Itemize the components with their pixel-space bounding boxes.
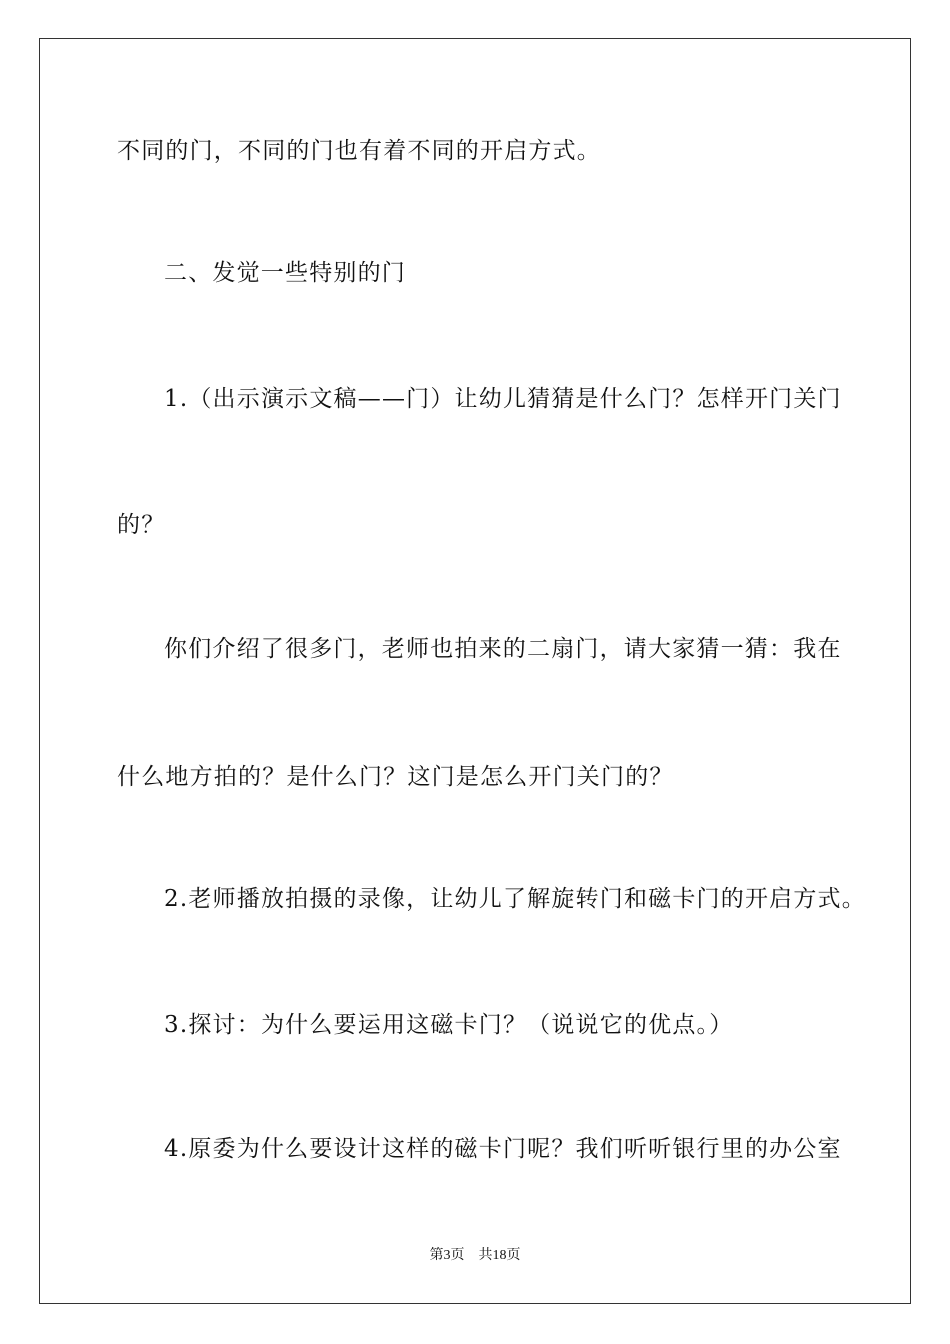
section-heading: 二、发觉一些特别的门 xyxy=(164,260,406,286)
paragraph-line: 的？ xyxy=(117,512,166,538)
page-number-footer: 第3页 共18页 xyxy=(429,1248,521,1263)
paragraph-line: 1.（出示演示文稿——门）让幼儿猜猜是什么门？怎样开门关门 xyxy=(164,386,842,412)
page-border xyxy=(39,38,911,1304)
paragraph-line: 什么地方拍的？是什么门？这门是怎么开门关门的？ xyxy=(117,764,674,790)
paragraph-line: 你们介绍了很多门，老师也拍来的二扇门，请大家猜一猜：我在 xyxy=(164,636,842,662)
paragraph-line: 不同的门，不同的门也有着不同的开启方式。 xyxy=(117,138,601,164)
paragraph-line: 2.老师播放拍摄的录像，让幼儿了解旋转门和磁卡门的开启方式。 xyxy=(164,886,866,912)
paragraph-line: 3.探讨：为什么要运用这磁卡门？（说说它的优点。） xyxy=(164,1012,734,1038)
paragraph-line: 4.原委为什么要设计这样的磁卡门呢？我们听听银行里的办公室 xyxy=(164,1136,842,1162)
